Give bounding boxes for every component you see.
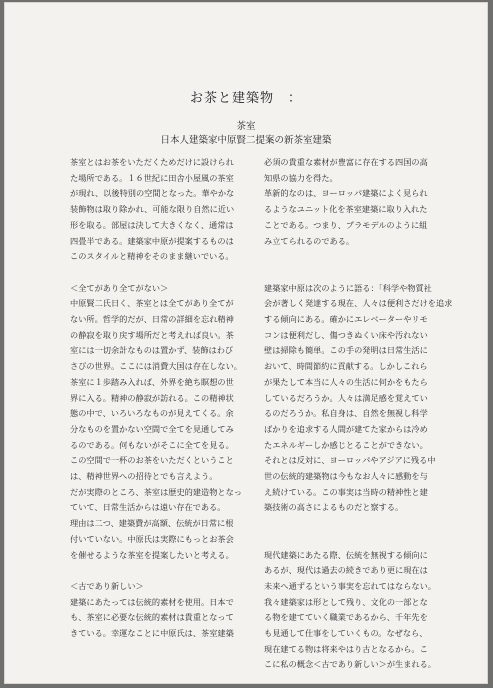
right-column xyxy=(264,155,452,673)
text-line: 中原賢二氏日く、茶室とは全てがあり全てが xyxy=(70,298,234,309)
paragraph-modern-architecture xyxy=(264,548,452,674)
text-line: 現在建てる物は将来やはり古となるから。こ xyxy=(264,643,428,654)
text-line: この空間で一杯のお茶をいただくということ xyxy=(70,455,234,466)
text-line: きている。幸運なことに中原氏は、茶室建築 xyxy=(70,628,234,639)
section-heading-all-and-nothing: ＜全てがあり全てがない＞ xyxy=(70,282,169,293)
document-page xyxy=(4,2,488,684)
text-line: 茶室に１歩踏み入れば、外界を絶ち瞑想の世 xyxy=(70,376,234,387)
text-line: を催せるような茶室を提案したいと考える。 xyxy=(70,549,234,560)
text-line: ない所。哲学的だが、日常の詳細を忘れ精神 xyxy=(70,314,234,325)
text-line: 知県の協力を得た。 xyxy=(264,172,338,183)
text-line: の静寂を取り戻す場所だと考えれば良い。茶 xyxy=(70,329,234,340)
text-line: コンは便利だし、傷つきぬくい床や汚れない xyxy=(264,329,428,340)
text-line: このスタイルと精神をそのまま継いでいる。 xyxy=(70,251,234,262)
text-line: 建築家中原は次のように語る：｢科学や物質社 xyxy=(264,282,432,293)
text-line: 理由は二つ、建築費が高額、伝統が日常に根 xyxy=(70,518,234,529)
paragraph-architect-quote xyxy=(264,281,452,517)
section-heading-old-and-new: ＜古であり新しい＞ xyxy=(70,580,144,591)
text-line: 付いていない。中原氏は実際にもっとお茶会 xyxy=(70,533,234,544)
text-line: は、精神世界への招待とでも言えよう。 xyxy=(70,471,218,482)
text-line: 築技術の高さによるものだと察する。 xyxy=(264,502,404,513)
intro-paragraph xyxy=(70,155,242,265)
text-line: え続けている。この事実は当時の精神性と建 xyxy=(264,486,428,497)
text-line: る物を建てていく職業であるから、千年先を xyxy=(264,612,428,623)
text-line: する傾向にある。確かにエレベーターやリモ xyxy=(264,314,428,324)
text-line: だが実際のところ、茶室は歴史的建造物となっ xyxy=(70,486,242,497)
text-line: た場所である。１６世紀に田舎小屋風の茶室 xyxy=(70,172,234,183)
section2-paragraph xyxy=(70,595,242,642)
text-line: 我々建築家は形として残り、文化の一部とな xyxy=(264,596,428,607)
text-line: るのである。何もないがそこに全てを見る。 xyxy=(70,439,234,450)
text-line: 必須の貴重な素材が豊富に存在する四国の高 xyxy=(264,157,428,167)
text-line: 未来へ通ずるという事実を忘れてはならない。 xyxy=(264,580,436,591)
page-title: お茶と建築物 ： xyxy=(189,91,302,106)
text-line: 界に入る。精神の静寂が訪れる。この精神状 xyxy=(70,392,234,403)
text-line: 革新的なのは、ヨーロッパ建築によく見られ xyxy=(264,188,428,199)
text-line: ていて、日常生活からは遠い存在である。 xyxy=(70,502,226,513)
text-line: 室には一切余計なものは置かず、装飾はわび xyxy=(70,345,234,356)
text-line: が現れ、以後特別の空間となった。華やかな xyxy=(70,188,235,199)
text-line: ことである。つまり、プラモデルのように組 xyxy=(264,219,428,230)
text-line: 四畳半である。建築家中原が提案するものは xyxy=(70,235,234,246)
text-line: 茶室とはお茶をいただくためだけに設けられ xyxy=(70,157,234,167)
subtitle-proposal: 日本人建築家中原賢二提案の新茶室建築 xyxy=(160,135,332,146)
text-line: 壁は掃除も簡単。この手の発明は日常生活に xyxy=(264,345,428,356)
text-line: 現代建築にあたる際、伝統を無視する傾向に xyxy=(264,549,428,560)
text-line: が果たして本当に人々の生活に何かをもたら xyxy=(264,376,428,387)
text-line: おいて、時間節約に貢献する。しかしこれら xyxy=(264,361,428,372)
text-line: も見通して仕事をしていくもの。なぜなら、 xyxy=(264,628,428,639)
text-line: 装飾物は取り除かれ、可能な限り自然に近い xyxy=(70,204,235,215)
text-line: さびの世界。ここには消費大国は存在しない。 xyxy=(70,361,242,372)
left-column xyxy=(70,155,242,642)
text-line: 分なものを置かない空間で全てを見通してみ xyxy=(70,423,234,434)
text-line: るのだろうか。私自身は、自然を無視し科学 xyxy=(264,408,428,419)
text-line: こに私の概念＜古であり新しい＞が生まれる。 xyxy=(264,659,436,670)
text-line: るようなユニット化を茶室建築に取り入れた xyxy=(264,204,428,215)
paragraph-materials xyxy=(264,155,452,249)
text-line: 会が著しく発達する現在、人々は便利さだけを追求 xyxy=(264,298,453,309)
text-line: 形を取る。部屋は決して大きくなく、通常は xyxy=(70,219,234,230)
text-line: それとは反対に、ヨーロッパやアジアに残る中 xyxy=(264,455,436,466)
text-line: しているだろうか。人々は満足感を覚えてい xyxy=(264,392,428,403)
text-line: も、茶室に必要な伝統的素材は貴重となって xyxy=(70,612,234,623)
text-line: 建築にあたっては伝統的素材を使用。日本で xyxy=(70,596,234,607)
text-line: 世の伝統的建築物は今もなお人々に感動を与 xyxy=(264,471,428,482)
section1-paragraph xyxy=(70,296,242,563)
text-line: 態の中で、いろいろなものが見えてくる。余 xyxy=(70,408,234,419)
text-line: み立てられるのである。 xyxy=(264,235,355,246)
text-line: あるが、現代は過去の続きであり更に現在は xyxy=(264,565,428,576)
text-line: ばかりを追求する人間が建てた家からは冷め xyxy=(264,423,428,434)
subtitle-tea-room: 茶室 xyxy=(236,121,256,132)
text-line: たエネルギーしか感じとることができない。 xyxy=(264,439,428,450)
